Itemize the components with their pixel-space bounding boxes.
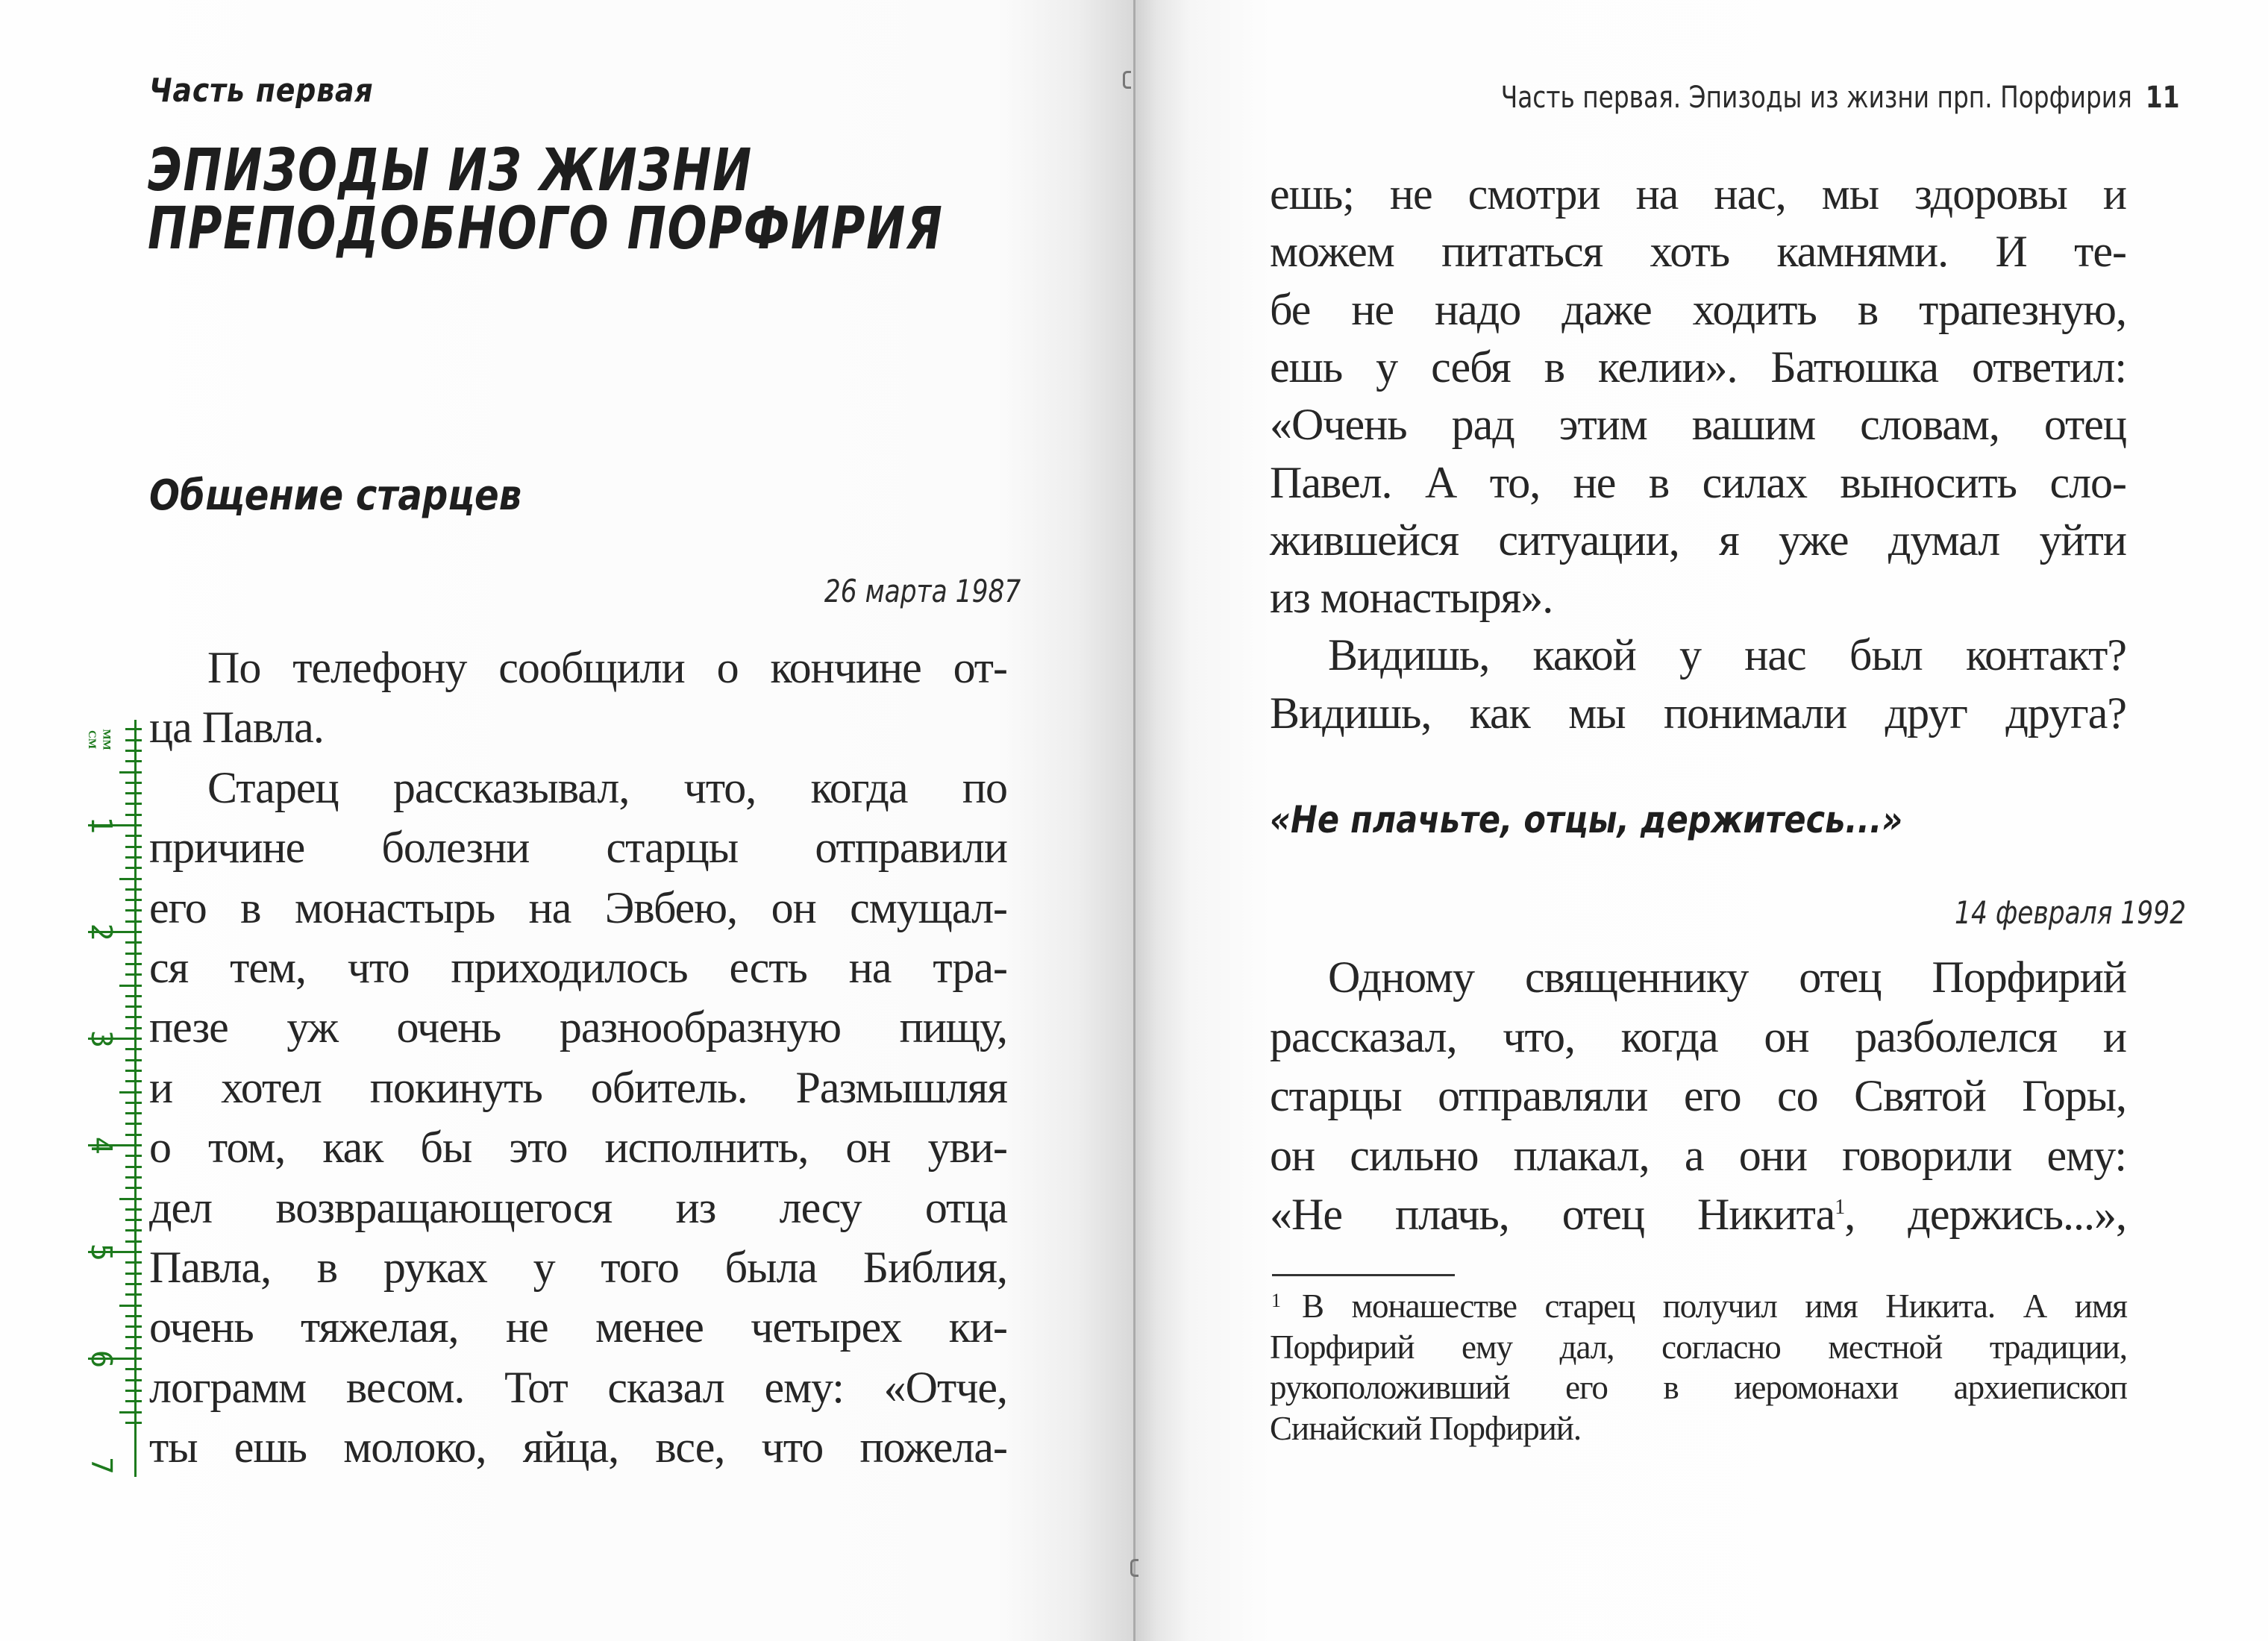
text-line: и хотел покинуть обитель. Размышляя: [149, 1062, 1007, 1112]
ruler-tick: [125, 1176, 142, 1179]
ruler-tick: [125, 1325, 142, 1328]
text-line-footnote-ref: [1270, 1185, 2126, 1244]
ruler-tick: [125, 1261, 142, 1264]
footnote-line: Синайский Порфирий.: [1270, 1409, 1582, 1447]
running-head-right-text: Часть первая. Эпизоды из жизни прп. Порфирия: [1501, 81, 2133, 115]
ruler-tick: [125, 1016, 142, 1018]
ruler-number: 6: [85, 1349, 118, 1369]
ruler-tick: [125, 1283, 142, 1285]
ruler-unit-mm: MM: [100, 729, 113, 750]
footnote-line: В монашестве старец получил имя Никита. А имя: [1302, 1287, 2127, 1325]
ruler-tick: [125, 1293, 142, 1296]
text-line: рассказал, что, когда он разболелся и: [1270, 1011, 2126, 1061]
ruler-tick: [125, 1134, 142, 1136]
chapter-title-line-2: ПРЕПОДОБНОГО ПОРФИРИЯ: [148, 195, 944, 263]
ruler-tick: [125, 1347, 142, 1349]
ruler-tick: [125, 1390, 142, 1392]
text-line: Видишь, как мы понимали друг друга?: [1270, 688, 2126, 738]
binding-mark: [1123, 71, 1131, 89]
ruler-tick: [125, 1422, 142, 1424]
text-line: пезе уж очень разнообразную пищу,: [149, 1003, 1007, 1052]
ruler-number: 7: [85, 1456, 118, 1475]
ruler-tick: [125, 1027, 142, 1029]
ruler-tick: [125, 782, 142, 784]
ruler-tick: [125, 739, 142, 741]
ruler-tick: [125, 888, 142, 891]
ruler-tick: [125, 1048, 142, 1050]
text-line: Видишь, какой у нас был контакт?: [1328, 630, 2126, 680]
text-line: старцы отправляли его со Святой Горы,: [1270, 1071, 2126, 1120]
book-gutter: [1133, 0, 1135, 1641]
section-title-left: Общение старцев: [149, 471, 522, 520]
ruler-tick: [125, 1229, 142, 1231]
text-line: ешь; не смотри на нас, мы здоровы и: [1270, 169, 2126, 219]
ruler-tick: [119, 985, 142, 987]
footnote-line: рукоположивший его в иеромонахи архиепископ: [1270, 1369, 2127, 1406]
text-segment: «Не плачь, отец Никита: [1270, 1190, 1835, 1239]
running-head-left: Часть первая: [149, 72, 374, 110]
page-number: 11: [2146, 81, 2180, 115]
ruler-number: 1: [85, 816, 118, 835]
binding-mark: [1130, 1559, 1138, 1577]
text-line: ты ешь молоко, яйца, все, что пожела-: [149, 1422, 1007, 1472]
ruler-tick: [125, 1315, 142, 1317]
ruler-tick: [125, 909, 142, 912]
ruler-tick: [125, 1219, 142, 1221]
text-line: Павла, в руках у того была Библия,: [149, 1243, 1007, 1292]
ruler-tick: [125, 1102, 142, 1104]
ruler-number: 4: [85, 1136, 118, 1155]
ruler-tick: [125, 941, 142, 944]
ruler-tick: [125, 899, 142, 901]
text-segment: , держись...»,: [1844, 1190, 2127, 1239]
ruler-tick: [125, 1005, 142, 1008]
ruler-tick: [125, 846, 142, 848]
ruler-tick: [125, 920, 142, 923]
ruler-spine: [134, 720, 137, 1477]
date-left: 26 марта 1987: [824, 573, 1021, 609]
ruler-tick: [125, 1123, 142, 1125]
ruler-tick: [125, 1240, 142, 1243]
text-line: дел возвращающегося из лесу отца: [149, 1182, 1007, 1232]
ruler-tick: [125, 1400, 142, 1402]
ruler-tick: [119, 771, 142, 774]
ruler-tick: [125, 835, 142, 837]
text-line: о том, как бы это исполнить, он уви-: [149, 1123, 1007, 1173]
ruler-tick: [125, 1166, 142, 1168]
footnote-separator: [1272, 1274, 1455, 1276]
ruler-tick: [125, 814, 142, 816]
text-line: жившейся ситуации, я уже думал уйти: [1270, 515, 2126, 565]
footnote-ref[interactable]: 1: [1835, 1196, 1845, 1219]
text-line: лограмм весом. Тот сказал ему: «Отче,: [149, 1362, 1007, 1412]
ruler-number: 2: [85, 923, 118, 942]
text-line: причине болезни старцы отправили: [149, 823, 1007, 873]
ruler-tick: [125, 1336, 142, 1338]
ruler-number: 3: [85, 1029, 118, 1049]
ruler-tick: [125, 963, 142, 965]
ruler-tick: [119, 1091, 142, 1094]
ruler-tick: [125, 1368, 142, 1370]
footnote-marker: 1: [1271, 1290, 1280, 1311]
ruler-overlay: [85, 720, 142, 1477]
ruler-tick: [125, 973, 142, 976]
text-line: очень тяжелая, не менее четырех ки-: [149, 1302, 1007, 1352]
ruler-tick: [119, 1198, 142, 1200]
ruler-tick: [125, 995, 142, 997]
ruler-tick: [125, 1112, 142, 1114]
ruler-tick: [125, 953, 142, 955]
ruler-tick: [125, 728, 142, 730]
ruler-tick: [125, 1273, 142, 1275]
running-head-right: [1501, 81, 2180, 115]
ruler-tick: [125, 1208, 142, 1211]
ruler-tick: [125, 856, 142, 859]
ruler-tick: [119, 878, 142, 880]
ruler-tick: [125, 803, 142, 805]
ruler-tick: [125, 1080, 142, 1082]
text-line: По телефону сообщили о кончине от-: [207, 643, 1007, 692]
ruler-tick: [119, 1411, 142, 1413]
text-line: из монастыря».: [1270, 573, 1553, 623]
text-line: «Очень рад этим вашим словам, отец: [1270, 400, 2126, 450]
text-line: ся тем, что приходилось есть на тра-: [149, 943, 1007, 992]
ruler-tick: [125, 760, 142, 762]
ruler-tick: [119, 1305, 142, 1307]
text-line: он сильно плакал, а они говорили ему:: [1270, 1130, 2126, 1180]
ruler-tick: [125, 867, 142, 869]
ruler-tick: [125, 792, 142, 794]
text-line: ешь у себя в келии». Батюшка ответил:: [1270, 342, 2126, 392]
ruler-number: 5: [85, 1243, 118, 1262]
ruler-tick: [125, 1155, 142, 1157]
date-right: 14 февраля 1992: [1955, 894, 2186, 931]
ruler-tick: [125, 1379, 142, 1381]
text-line: бе не надо даже ходить в трапезную,: [1270, 284, 2126, 334]
section-title-right: «Не плачьте, отцы, держитесь...»: [1270, 798, 1903, 841]
ruler-tick: [125, 1070, 142, 1072]
chapter-title-line-1: ЭПИЗОДЫ ИЗ ЖИЗНИ: [148, 137, 753, 204]
footnote-line: Порфирий ему дал, согласно местной традиции,: [1270, 1328, 2127, 1366]
text-line: Павел. А то, не в силах выносить сло-: [1270, 457, 2126, 507]
text-line: можем питаться хоть камнями. И те-: [1270, 227, 2126, 277]
text-line: Старец рассказывал, что, когда по: [207, 762, 1007, 812]
ruler-unit-cm: CM: [86, 730, 98, 749]
ruler-tick: [125, 1059, 142, 1061]
text-line: ца Павла.: [149, 703, 324, 753]
ruler-tick: [125, 750, 142, 752]
text-line: Одному священнику отец Порфирий: [1328, 953, 2126, 1002]
ruler-tick: [125, 1187, 142, 1189]
text-line: его в монастырь на Эвбею, он смущал-: [149, 882, 1007, 932]
